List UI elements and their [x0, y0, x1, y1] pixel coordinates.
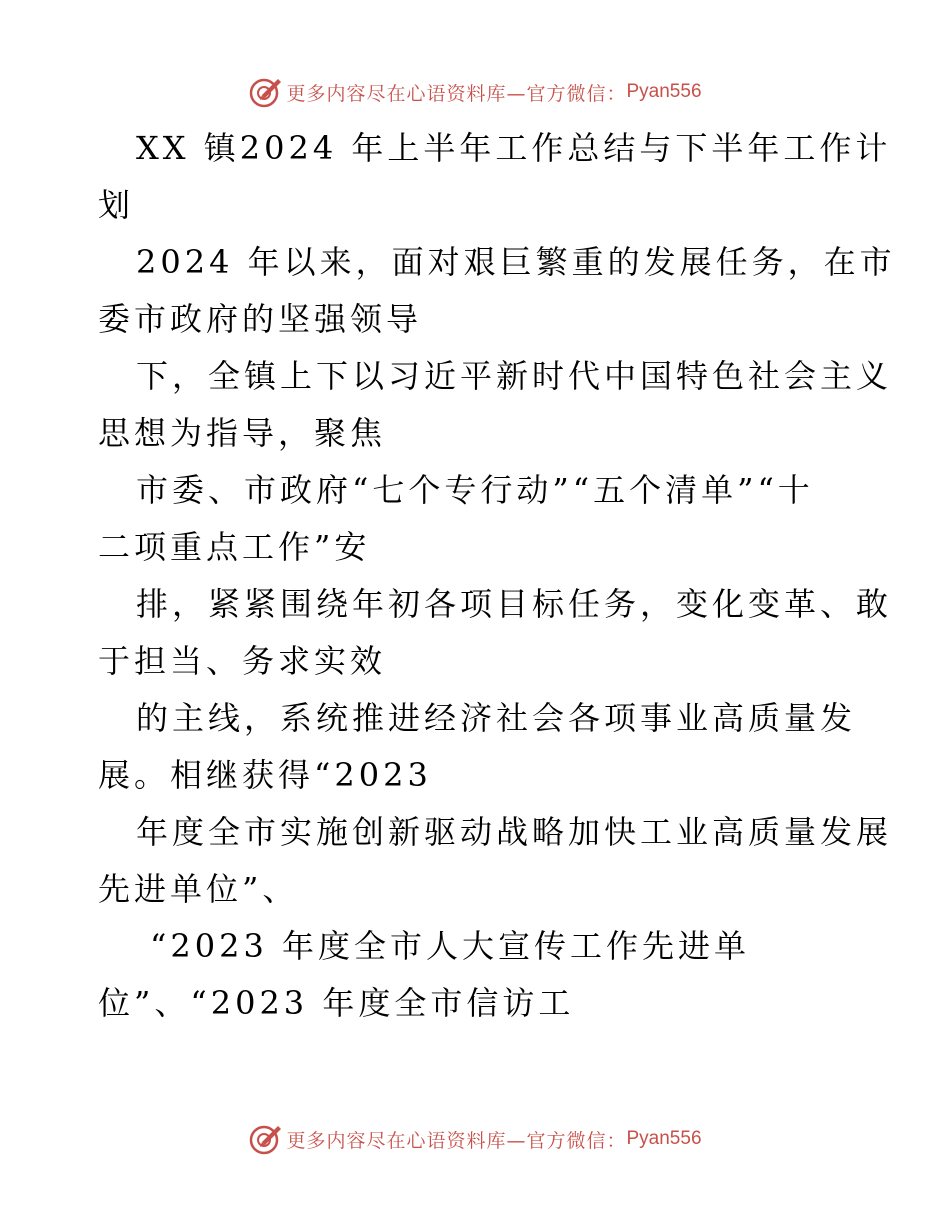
paragraph-line: 先进单位”、: [98, 870, 299, 908]
paragraph-line: 2024 年以来，面对艰巨繁重的发展任务，在市: [136, 243, 896, 281]
document-title-line-2: 划: [98, 186, 135, 224]
paragraph-line: 思想为指导，聚焦: [98, 414, 387, 452]
watermark-banner-bottom: [0, 1119, 950, 1159]
pen-logo-icon: [248, 1121, 284, 1157]
pen-logo-icon: [248, 74, 284, 110]
paragraph-line: 排，紧紧围绕年初各项目标任务，变化变革、敢: [136, 585, 893, 623]
paragraph-line: 位”、“2023 年度全市信访工: [98, 984, 575, 1022]
paragraph-line: 二项重点工作”安: [98, 528, 371, 566]
watermark-banner-top: [0, 72, 950, 112]
paragraph-line: 于担当、务求实效: [98, 642, 387, 680]
paragraph-line: 展。相继获得“2023: [98, 756, 432, 794]
paragraph-line: “2023 年度全市人大宣传工作先进单: [150, 927, 750, 965]
paragraph-line: 委市政府的坚强领导: [98, 300, 423, 338]
watermark-wechat-id: Pyan556: [626, 1128, 702, 1149]
paragraph-line: 的主线，系统推进经济社会各项事业高质量发: [136, 699, 857, 737]
paragraph-line: 年度全市实施创新驱动战略加快工业高质量发展: [136, 813, 893, 851]
paragraph-line: 市委、市政府“七个专行动”“五个清单”“十: [136, 471, 814, 509]
watermark-cn-text: 更多内容尽在心语资料库—官方微信：: [286, 1129, 627, 1152]
watermark-wechat-id: Pyan556: [626, 81, 702, 102]
document-body: [98, 120, 896, 1032]
paragraph-line: 下，全镇上下以习近平新时代中国特色社会主义: [136, 357, 893, 395]
watermark-cn-text: 更多内容尽在心语资料库—官方微信：: [286, 82, 627, 105]
document-title-line-1: XX 镇2024 年上半年工作总结与下半年工作计: [136, 129, 892, 167]
